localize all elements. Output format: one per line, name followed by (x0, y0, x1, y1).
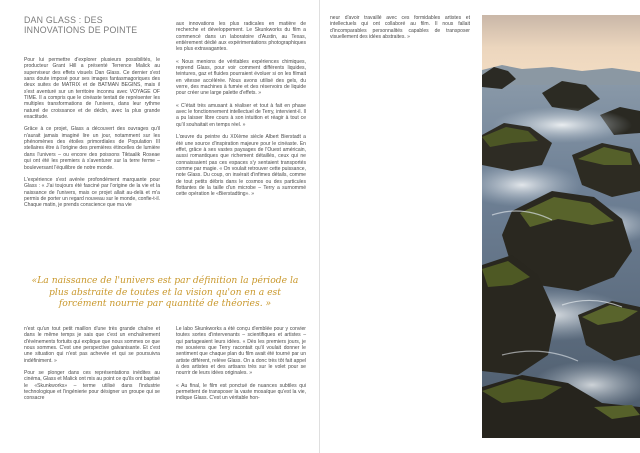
text-column-2 (176, 21, 306, 204)
paragraph: neur d'avoir travaillé avec ces formidables artistes et intellectuels qui ont collaboré au film. Il nous fallait d'incomparables personnalités capables de transposer visuellement des idées abstraites. » (330, 15, 470, 41)
text-column-3 (24, 326, 160, 408)
paragraph: Le labo Skunkworks a été conçu d'emblée pour y convier toutes sortes d'intervenants – scientifiques et artistes – qui partageaient leurs idées. « Dès les premiers jours, je me souviens que Terry racontait qu'il voulait donner le sentiment que chaque plan du film avait été tourné par un artiste différent, relève Glass. On a donc très tôt fait appel à des artistes et des artisans très sur le volet pour se nourrir de leurs idées originales. » (176, 326, 306, 377)
coastline-photo (482, 15, 640, 438)
coastline-image (482, 15, 640, 438)
text-column-4 (176, 326, 306, 408)
paragraph: aux innovations les plus radicales en matière de recherche et développement. Le Skunkworks du film a commencé dans un laboratoire d'Austin, au Texas, entièrement dédié aux expérimentations photographiques les plus extravagantes. (176, 21, 306, 53)
paragraph: « Au final, le film est ponctué de nuances subtiles qui permettent de transposer la vaste mosaïque qu'est la vie, indique Glass. C'est un véritable hon- (176, 382, 306, 402)
text-column-5 (330, 15, 470, 46)
paragraph: n'est qu'un tout petit maillon d'une très grande chaîne et dans le même temps je sais que c'est un enchaînement d'événements fortuits qui explique que nous sommes ce que nous sommes. C'est une perspective galvanisante. Et c'est une situation qui n'est pas achevée et qui se poursuivra indéfiniment. » (24, 326, 160, 364)
paragraph: Grâce à ce projet, Glass a découvert des ouvrages qu'il n'aurait jamais imaginé lire un jour, notamment sur les phénomènes des étoiles primordiales de Population III stellaires être à l'origine des premières étincelles de lumière dans l'univers – ou encore des poissons Tiktaalik Roseae qui ont été les premiers à s'aventurer sur la terre ferme – bouleversant l'équilibre de notre monde. (24, 126, 160, 171)
paragraph: L'expérience s'est avérée profondément marquante pour Glass : « J'ai toujours été fasciné par l'origine de la vie et la naissance de l'univers, mais ce projet allait au-delà et m'a permis de porter un regard nouveau sur le monde, confie-t-il. Chaque matin, je prends conscience que ma vie (24, 176, 160, 209)
paragraph: « C'était très amusant à réaliser et tout à fait en phase avec le fonctionnement intellectuel de Terry, intervient-il. Il a pu laisser libre cours à son intuition et réagir à tout ce qu'il souhaitait en temps réel. » (176, 102, 306, 128)
pull-quote: «La naissance de l'univers est par définition la période la plus abstraite de toutes et la vision qu'on en a est forcément nourrie par quantité de théories. » (31, 275, 299, 309)
paragraph: Pour lui permettre d'explorer plusieurs possibilités, le producteur Grant Hill a présenté Terrence Malick au superviseur des effets visuels Dan Glass. Ce dernier s'est sans doute imposé pour ses images fantasmagoriques des deux suites de MATRIX et de BATMAN BEGINS, mais il s'est aventuré sur un territoire inconnu avec VOYAGE OF TIME. Il a compris que le cinéaste tentait de représenter les multiples transformations de l'univers, dans leur rythme naturel de croissance et de déclin, avec la plus grande exactitude. (24, 57, 160, 121)
paragraph: L'œuvre du peintre du XIXème siècle Albert Bierstadt a été une source d'inspiration majeure pour le cinéaste. En effet, grâce à ses vastes paysages de l'Ouest américain, aussi romantiques que richement détaillés, ceux qui ne connaissaient pas ces espaces s'y sentaient transportés comme par magie. « On voulait retrouver cette puissance, note Glass. Du coup, on insérait d'infimes détails, comme de tout petits débris dans le cosmos ou des particules flottantes de la taille d'un microbe – Terry a surnommé cette opération le «Bierstadting». » (176, 134, 306, 198)
paragraph: « Nous menions de véritables expériences chimiques, reprend Glass, pour voir comment différents liquides, teintures, gaz et fluides pourraient évoluer si on les filmait en vitesse accélérée. Nous avons utilisé des gels, du verre, des machines à fumée et des réservoirs de liquide pour créer une large palette d'effets. » (176, 58, 306, 97)
text-column-1 (24, 57, 160, 215)
article-heading: DAN GLASS : DES INNOVATIONS DE POINTE (24, 15, 138, 35)
paragraph: Pour se plonger dans ces représentations inédites au cinéma, Glass et Malick ont mis au point ce qu'ils ont baptisé le «Skunkworks» – terme utilisé dans l'industrie technologique et l'ingénierie pour désigner un groupe qui se consacre (24, 370, 160, 402)
